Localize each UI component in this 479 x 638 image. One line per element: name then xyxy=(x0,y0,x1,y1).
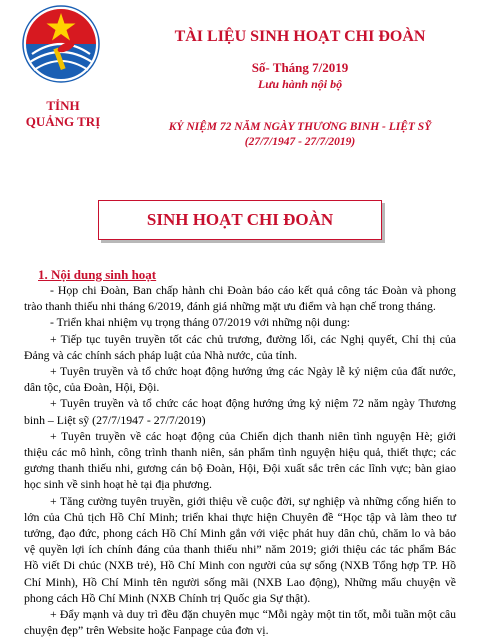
paragraph: + Tăng cường tuyên truyền, giới thiệu về cuộc đời, sự nghiệp và những cống hiến to lớn của Chủ tịch Hồ Chí Minh; triển khai thực hiện Chuyên đề “Học tập và làm theo tư tưởng, đạo đức, phong cách Hồ Chí Minh gắn với việc phát huy dân chủ, chăm lo và bảo vệ quyền lợi ích chính đáng của thanh thiếu nhi” năm 2019; giới thiệu các tác phẩm Bác Hồ viết Di chúc (NXB trẻ), Hồ Chí Minh con người của sự sống (NXB Tổng hợp TP. Hồ Chí Minh), Hồ Chí Minh tên người sống mãi (NXB Lao động), Những mẩu chuyện về phong cách Hồ Chí Minh (NXB Chính trị Quốc gia Sự thật). xyxy=(24,493,456,605)
document-body xyxy=(24,282,456,638)
banner-text: SINH HOẠT CHI ĐOÀN xyxy=(146,210,334,229)
paragraph: + Tuyên truyền và tổ chức hoạt động hướng ứng các Ngày lễ kỷ niệm của đất nước, dân tộc, của Đoàn, Hội, Đội. xyxy=(24,364,456,395)
anniversary-title: KỶ NIỆM 72 NĂM NGÀY THƯƠNG BINH - LIỆT SỸ xyxy=(168,121,432,133)
paragraph: - Triển khai nhiệm vụ trọng tháng 07/2019 với những nội dung: xyxy=(50,315,351,330)
issue-number: Số- Tháng 7/2019 xyxy=(251,60,349,75)
paragraph: + Tuyên truyền về các hoạt động của Chiến dịch thanh niên tình nguyện Hè; giới thiệu các mô hình, công trình thanh niên, sản phẩm tình nguyện hiệu quả, thiết thực; các gương thanh thiếu nhi, gương cán bộ Đoàn, Hội, Đội xuất sắc trên các lĩnh vực; bàn giao học sinh về sinh hoạt hè tại địa phương. xyxy=(24,428,456,492)
banner-title xyxy=(98,200,382,240)
paragraph: + Tuyên truyền và tổ chức các hoạt động hướng ứng kỷ niệm 72 năm ngày Thương binh – Liệt sỹ (27/7/1947 - 27/7/2019) xyxy=(24,396,456,427)
anniversary-dates: (27/7/1947 - 27/7/2019) xyxy=(244,136,356,148)
paragraph: + Tiếp tục tuyên truyền tốt các chủ trương, đường lối, các Nghị quyết, Chỉ thị của Đảng và các chính sách pháp luật của Nhà nước, của tỉnh. xyxy=(24,331,456,362)
province-name-line2: QUẢNG TRỊ xyxy=(25,114,101,129)
internal-circulation: Lưu hành nội bộ xyxy=(257,77,343,91)
paragraph: + Đẩy mạnh và duy trì đều đặn chuyên mục “Mỗi ngày một tin tốt, mỗi tuần một câu chuyện đẹp” trên Website hoặc Fanpage của đơn vị. xyxy=(24,607,456,638)
paragraph: - Họp chi Đoàn, Ban chấp hành chi Đoàn báo cáo kết quả công tác Đoàn và phong trào thanh thiếu nhi tháng 6/2019, đánh giá những mặt ưu điểm và hạn chế trong tháng. xyxy=(24,283,456,314)
section-heading: 1. Nội dung sinh hoạt xyxy=(38,267,157,282)
province-name: TỈNH xyxy=(46,98,80,113)
youth-union-emblem xyxy=(20,4,102,84)
document-title: TÀI LIỆU SINH HOẠT CHI ĐOÀN xyxy=(174,28,426,45)
